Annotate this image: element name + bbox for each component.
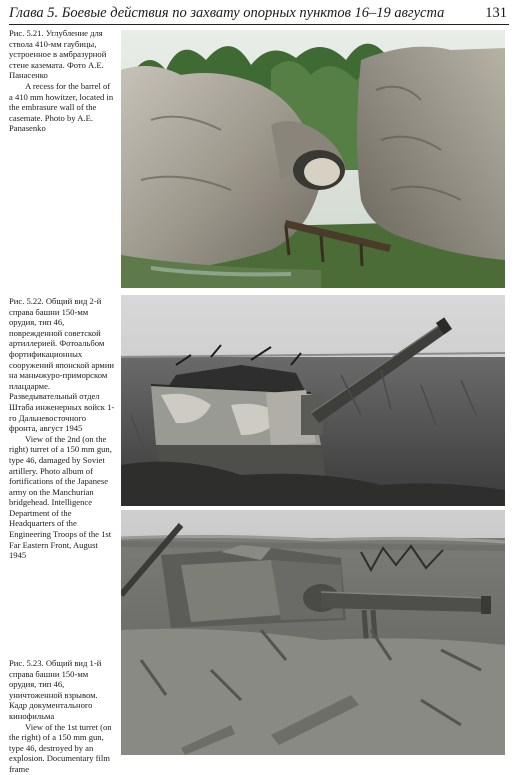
figure-caption-5-21 xyxy=(9,28,116,134)
figure-caption-5-23 xyxy=(9,658,116,775)
caption-russian: Рис. 5.22. Общий вид 2-й справа башни 150-мм орудия, тип 46, поврежденной советской артиллерией. Фотоальбом фортификационных сооружений японской армии на маньчжуро-приморском плацдарме. Разведывательный отдел Штаба инженерных войск 1-го Дальневосточного фронта, август 1945 xyxy=(9,296,115,434)
caption-russian: Рис. 5.23. Общий вид 1-й справа башни 150-мм орудия, тип 46, уничтоженной взрывом. Кадр документального кинофильма xyxy=(9,658,102,721)
page-number: 131 xyxy=(485,5,507,21)
chapter-title: Глава 5. Боевые действия по захвату опорных пунктов 16–19 августа xyxy=(9,5,445,21)
caption-english: View of the 2nd (on the right) turret of a 150 mm gun, type 46, damaged by Soviet artillery. Photo album of fortifications of the Japanese army on the Manchurian bridgehead. Intelligence Department of the Headquarters of the Engineering Troops of the 1st Far Eastern Front, August 1945 xyxy=(9,433,112,561)
caption-english: View of the 1st turret (on the right) of a 150 mm gun, type 46, destroyed by an explosion. Documentary film frame xyxy=(9,721,112,774)
photo-destroyed-turret xyxy=(121,510,505,755)
running-header xyxy=(9,4,509,25)
caption-english: A recess for the barrel of a 410 mm howitzer, located in the embrasure wall of the casemate. Photo by A.E. Panasenko xyxy=(9,80,114,134)
photo-damaged-turret xyxy=(121,295,505,506)
photo-casemate-recess xyxy=(121,30,505,288)
figure-caption-5-22 xyxy=(9,296,116,561)
caption-russian: Рис. 5.21. Углубление для ствола 410-мм гаубицы, устроенное в амбразурной стене каземата. Фото А.Е. Панасенко xyxy=(9,28,107,81)
